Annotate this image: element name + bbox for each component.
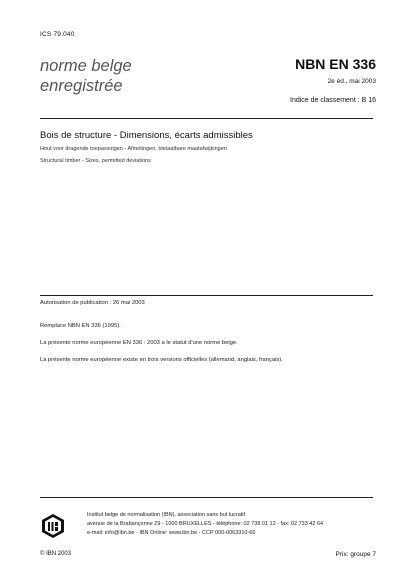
copyright: © IBN 2003 xyxy=(40,551,72,557)
statement-status: La présente norme européenne EN 336 : 2003 a le statut d'une norme belge. xyxy=(40,340,238,346)
brand-line-1: norme belge xyxy=(40,57,132,75)
ics-code: ICS 79.040 xyxy=(40,31,75,38)
institute-contact: e-mail: info@ibn.be - IBN Online: www.ibn.be - CCP 000-0063310-66 xyxy=(87,530,256,536)
statement-versions: La présente norme européenne existe en trois versions officielles (allemand, anglais, français). xyxy=(40,357,283,363)
brand-label xyxy=(40,56,132,96)
divider-bottom xyxy=(40,497,373,498)
institute-name: Institut belge de normalisation (IBN), association sans but lucratif xyxy=(87,512,246,518)
divider-top xyxy=(40,118,373,119)
brand-line-2: enregistrée xyxy=(40,77,123,95)
document-title: Bois de structure - Dimensions, écarts admissibles xyxy=(40,130,253,141)
title-dutch: Hout voor dragende toepassingen - Afmetingen, toelaatbare maatafwijkingen xyxy=(40,146,227,152)
title-english: Structural timber - Sizes, permitted deviations xyxy=(40,158,151,164)
edition-date: 2e éd., mai 2003 xyxy=(327,78,376,85)
standard-code: NBN EN 336 xyxy=(295,56,376,72)
classification-index: Indice de classement : B 16 xyxy=(290,97,376,104)
divider-middle xyxy=(40,295,373,296)
ibn-logo xyxy=(40,513,66,539)
replaces-note: Remplace NBN EN 336 (1995). xyxy=(40,323,121,329)
price-group: Prix: groupe 7 xyxy=(335,551,376,558)
institute-address: avenue de la Brabançonne 29 - 1000 BRUXELLES - téléphone: 02 738 01 12 - fax: 02 733 42 64 xyxy=(87,521,324,527)
publication-date: Autorisation de publication : 26 mai 2003 xyxy=(40,300,145,306)
